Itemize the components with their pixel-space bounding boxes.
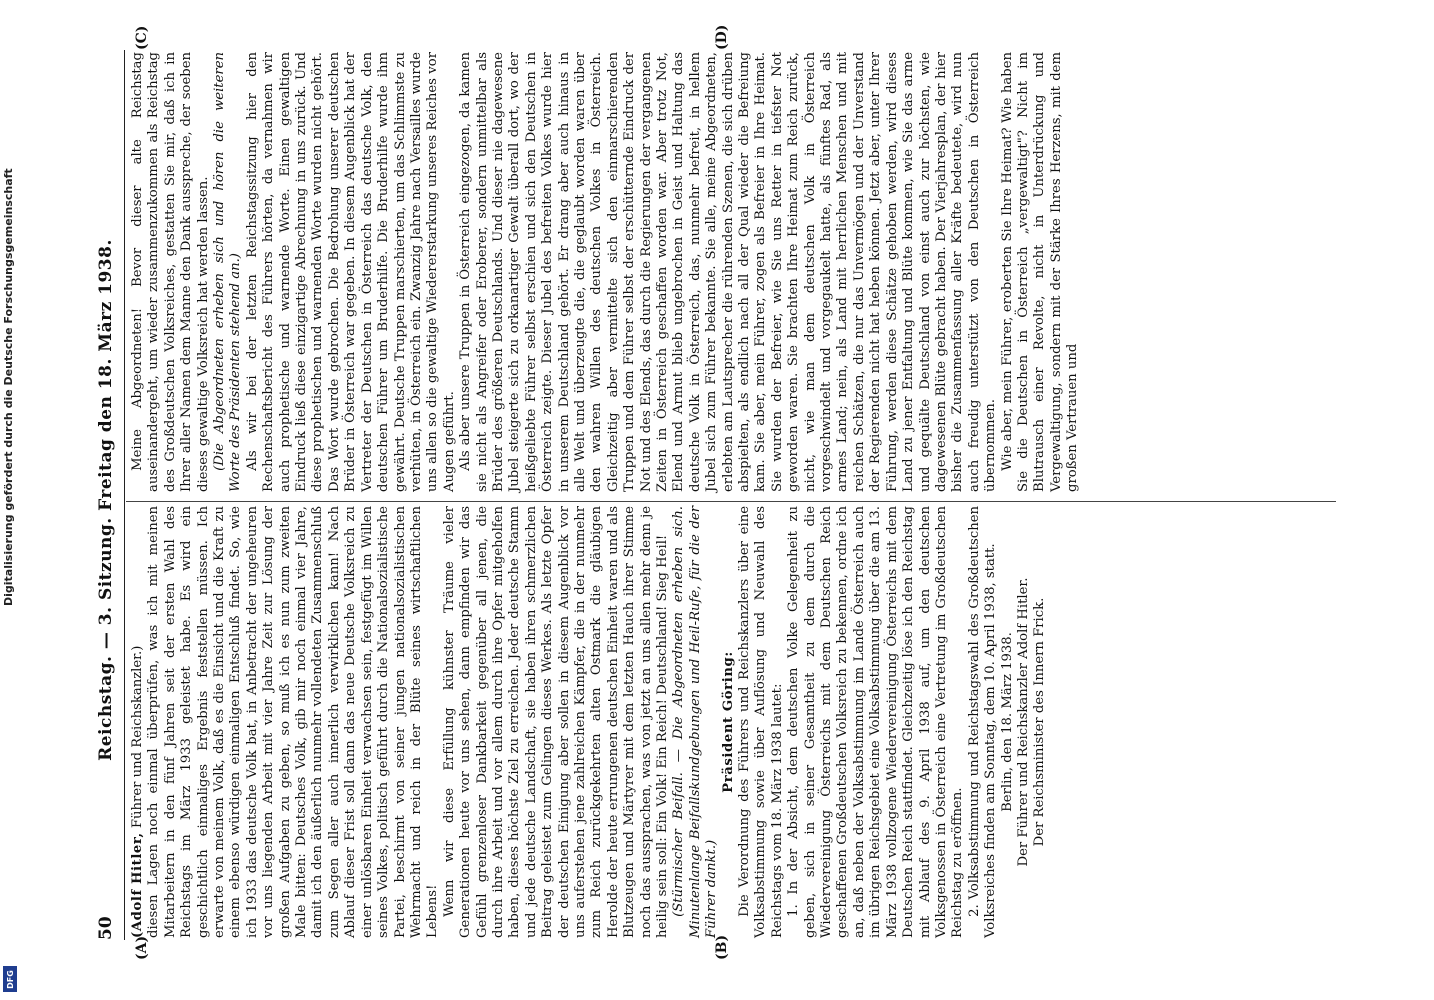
paragraph: Als wir bei der letzten Reichstagssitzung hier den Rechenschaftsbericht des Führers hörten, da vernahmen wir auch prophetische und warnende Worte. Einen gewaltigen Eindruck ließ diese einzigartige Abrechnung in uns zurück. Und diese prophetischen und warnenden Worte wurden nicht gehört. Das Wort wurde gebrochen. Die Bedrohung unserer deutschen Brüder in Österreich war gegeben. In diesem Augenblick hat der Vertreter der Deutschen in Österreich das deutsche Volk, den deutschen Führer um Bruderhilfe. Die Bruderhilfe wurde ihm gewährt. Deutsche Truppen marschierten, um das Schlimmste zu verhüten, in Österreich ein. Zwanzig Jahre nach Versailles wurde uns allen so die gewaltige Wiedererstarkung unseres Reiches vor Augen geführt.	[244, 52, 457, 492]
margin-mark-c: (C)	[134, 25, 150, 50]
header-rule	[124, 50, 125, 940]
page-title: Reichstag. — 3. Sitzung. Freitag den 18. März 1938.	[96, 239, 116, 761]
right-column	[130, 52, 1082, 492]
margin-mark-b: (B)	[714, 934, 730, 960]
president-heading: Präsident Göring:	[720, 651, 736, 793]
dateline: Berlin, den 18. März 1938.	[999, 632, 1015, 812]
paragraph: 1. In der Absicht, dem deutschen Volke Gelegenheit zu geben, sich in seiner Gesamtheit zu dem durch die Wiedervereinigung Österreichs mit dem Deutschen Reich geschaffenen Großdeutschen Volksreich zu bekennen, ordne ich an, daß neben der Volksabstimmung im Lande Österreich auch im übrigen Reichsgebiet eine Volksabstimmung über die am 13. März 1938 vollzogene Wiedervereinigung Österreichs mit dem Deutschen Reich stattfindet. Gleichzeitig löse ich den Reichstag mit Ablauf des 9. April 1938 auf, um den deutschen Volksgenossen in Österreich eine Vertretung im Großdeutschen Reichstag zu eröffnen.	[786, 506, 966, 938]
stage-direction: (Die Abgeordneten erheben sich und hören die weiteren Worte des Präsidenten stehend an.)	[212, 52, 244, 492]
signature-line: Der Führer und Reichskanzler Adolf Hitler.	[1015, 577, 1031, 867]
stage-direction: (Stürmischer Beifall. — Die Abgeordneten erheben sich. Minutenlange Beifallskundgebungen und Heil-Rufe, für die der Führer dankt.)	[671, 506, 720, 938]
column-divider	[126, 501, 1336, 502]
paragraph: Die Verordnung des Führers und Reichskanzlers über eine Volksabstimmung sowie über Auflösung und Neuwahl des Reichstags vom 18. März 1938 lautet:	[737, 506, 785, 938]
digitization-credit: Digitalisierung gefördert durch die Deutsche Forschungsgemeinschaft	[2, 168, 15, 606]
paragraph: Wie aber, mein Führer, eroberten Sie Ihre Heimat? Wie haben Sie die Deutschen in Österreich „vergewaltigt"? Nicht im Blutrausch einer Revolte, nicht in Unterdrückung und Vergewaltigung, sondern mit der Stärke Ihres Herzens, mit dem großen Vertrauen und	[999, 52, 1081, 492]
dfg-logo	[3, 966, 17, 992]
paragraph: Wenn wir diese Erfüllung kühnster Träume vieler Generationen heute vor uns sehen, dann empfinden wir das Gefühl grenzenloser Dankbarkeit gegenüber all jenen, die durch ihre Arbeit und vor allem durch ihre Opfer mitgeholfen haben, dieses höchste Ziel zu erreichen. Jeder deutsche Stamm und jede deutsche Landschaft, sie haben ihren schmerzlichen Beitrag geleistet zum Gelingen dieses Werkes. Als letzte Opfer der deutschen Einigung aber sollen in diesem Augenblick vor uns auferstehen jene zahlreichen Kämpfer, die in der nunmehr zum Reich zurückgekehrten alten Ostmark die gläubigen Herolde der heute errungenen deutschen Einheit waren und als Blutzeugen und Märtyrer mit dem letzten Hauch ihrer Stimme noch das aussprachen, was von jetzt an uns allen mehr denn je heilig sein soll: Ein Volk! Ein Reich! Deutschland! Sieg Heil!	[441, 506, 670, 938]
speaker-line	[130, 506, 146, 938]
page-number: 50	[96, 916, 116, 940]
left-column	[130, 506, 1049, 938]
page-header	[96, 60, 122, 940]
margin-mark-d: (D)	[714, 24, 730, 50]
paragraph: Meine Abgeordneten! Bevor dieser alte Reichstag auseinandergeht, um wieder zusammenzukommen als Reichstag des Großdeutschen Volksreiches, gestatten Sie mir, daß ich in Ihrer aller Namen dem Manne den Dank ausspreche, der soeben dieses gewaltige Volksreich hat werden lassen.	[130, 52, 211, 492]
paragraph: diesen Lagen noch einmal überprüfen, was ich mit meinen Mitarbeitern in den fünf Jahren seit der ersten Wahl des Reichstags im März 1933 geleistet habe. Es wird ein geschichtlich einmaliges Ergebnis feststellen müssen. Ich erwarte von meinem Volk, daß es die Einsicht und die Kraft zu einem ebenso würdigen einmaligen Entschluß findet. So, wie ich 1933 das deutsche Volk bat, in Anbetracht der ungeheuren vor uns liegenden Arbeit mit vier Jahre Zeit zur Lösung der großen Aufgaben zu geben, so muß ich es nun zum zweiten Male bitten: Deutsches Volk, gib mir noch einmal vier Jahre, damit ich den äußerlich nunmehr vollendeten Zusammenschluß zum Segen aller auch innerlich verwirklichen kann! Nach Ablauf dieser Frist soll dann das neue Deutsche Volksreich zu einer unlösbaren Einheit verwachsen sein, festgefügt im Willen seines Volkes, politisch geführt durch die Nationalsozialistische Partei, beschirmt von seiner jungen nationalsozialistischen Wehrmacht und reich in der Blüte seines wirtschaftlichen Lebens!	[146, 506, 441, 938]
paragraph: Als aber unsere Truppen in Österreich eingezogen, da kamen sie nicht als Angreifer oder Eroberer, sondern unmittelbar als Brüder des größeren Deutschlands. Und dieser nie dagewesene Jubel steigerte sich zu orkanartiger Gewalt überall dort, wo der heißgeliebte Führer selbst erschien und sich den Deutschen in Österreich zeigte. Dieser Jubel des befreiten Volkes wurde hier in unserem Deutschland gehört. Er drang aber auch hinaus in alle Welt und überzeugte die, die geglaubt worden waren über den wahren Willen des deutschen Volkes in Österreich. Gleichzeitig aber vermittelte sich den einmarschierenden Truppen und dem Führer selbst der erschütternde Eindruck der Not und des Elends, das durch die Regierungen der vergangenen Zeiten in Österreich geschaffen worden war. Aber trotz Not, Elend und Armut blieb ungebrochen in Geist und Haltung das deutsche Volk in Österreich, das, nunmehr befreit, in hellem Jubel sich zum Führer bekannte. Sie alle, meine Abgeordneten, erlebten am Lautsprecher die rührenden Szenen, die sich drüben abspielten, als endlich nach all der Qual wieder die Befreiung kam. Sie aber, mein Führer, zogen als Befreier in Ihre Heimat. Sie wurden der Befreier, wie Sie uns Retter in tiefster Not geworden waren. Sie brachten Ihre Heimat zum Reich zurück, nicht, wie man dem deutschen Volk in Österreich vorgeschwindelt und vorgegaukelt hatte, als fünftes Rad, als armes Land; nein, als Land mit herrlichen Menschen und mit reichen Schätzen, die nur das Unvermögen und der Unverstand der Regierenden nicht hat heben können. Jetzt aber, unter Ihrer Führung, werden diese Schätze gehoben werden, wird dieses Land zu jener Entfaltung und Blüte kommen, wie Sie das arme und gequälte Deutschland von einst auch zur höchsten, wie dagewesenen Blüte gebracht haben. Der Vierjahresplan, der hier bisher die Zusammenfassung aller Kräfte bedeutete, wird nun auch freudig unterstützt von den Deutschen in Österreich übernommen.	[458, 52, 999, 492]
margin-mark-a: (A)	[134, 935, 150, 960]
speaker-role: Führer und Reichskanzler.)	[130, 645, 145, 829]
signature-line: Der Reichsminister des Innern Frick.	[1032, 597, 1048, 847]
paragraph: 2. Volksabstimmung und Reichstagswahl des Großdeutschen Volksreiches finden am Sonntag, dem 10. April 1938, statt.	[966, 506, 999, 938]
speaker-name: (Adolf Hitler,	[130, 832, 145, 938]
dfg-logo-text: DFG	[5, 969, 15, 989]
